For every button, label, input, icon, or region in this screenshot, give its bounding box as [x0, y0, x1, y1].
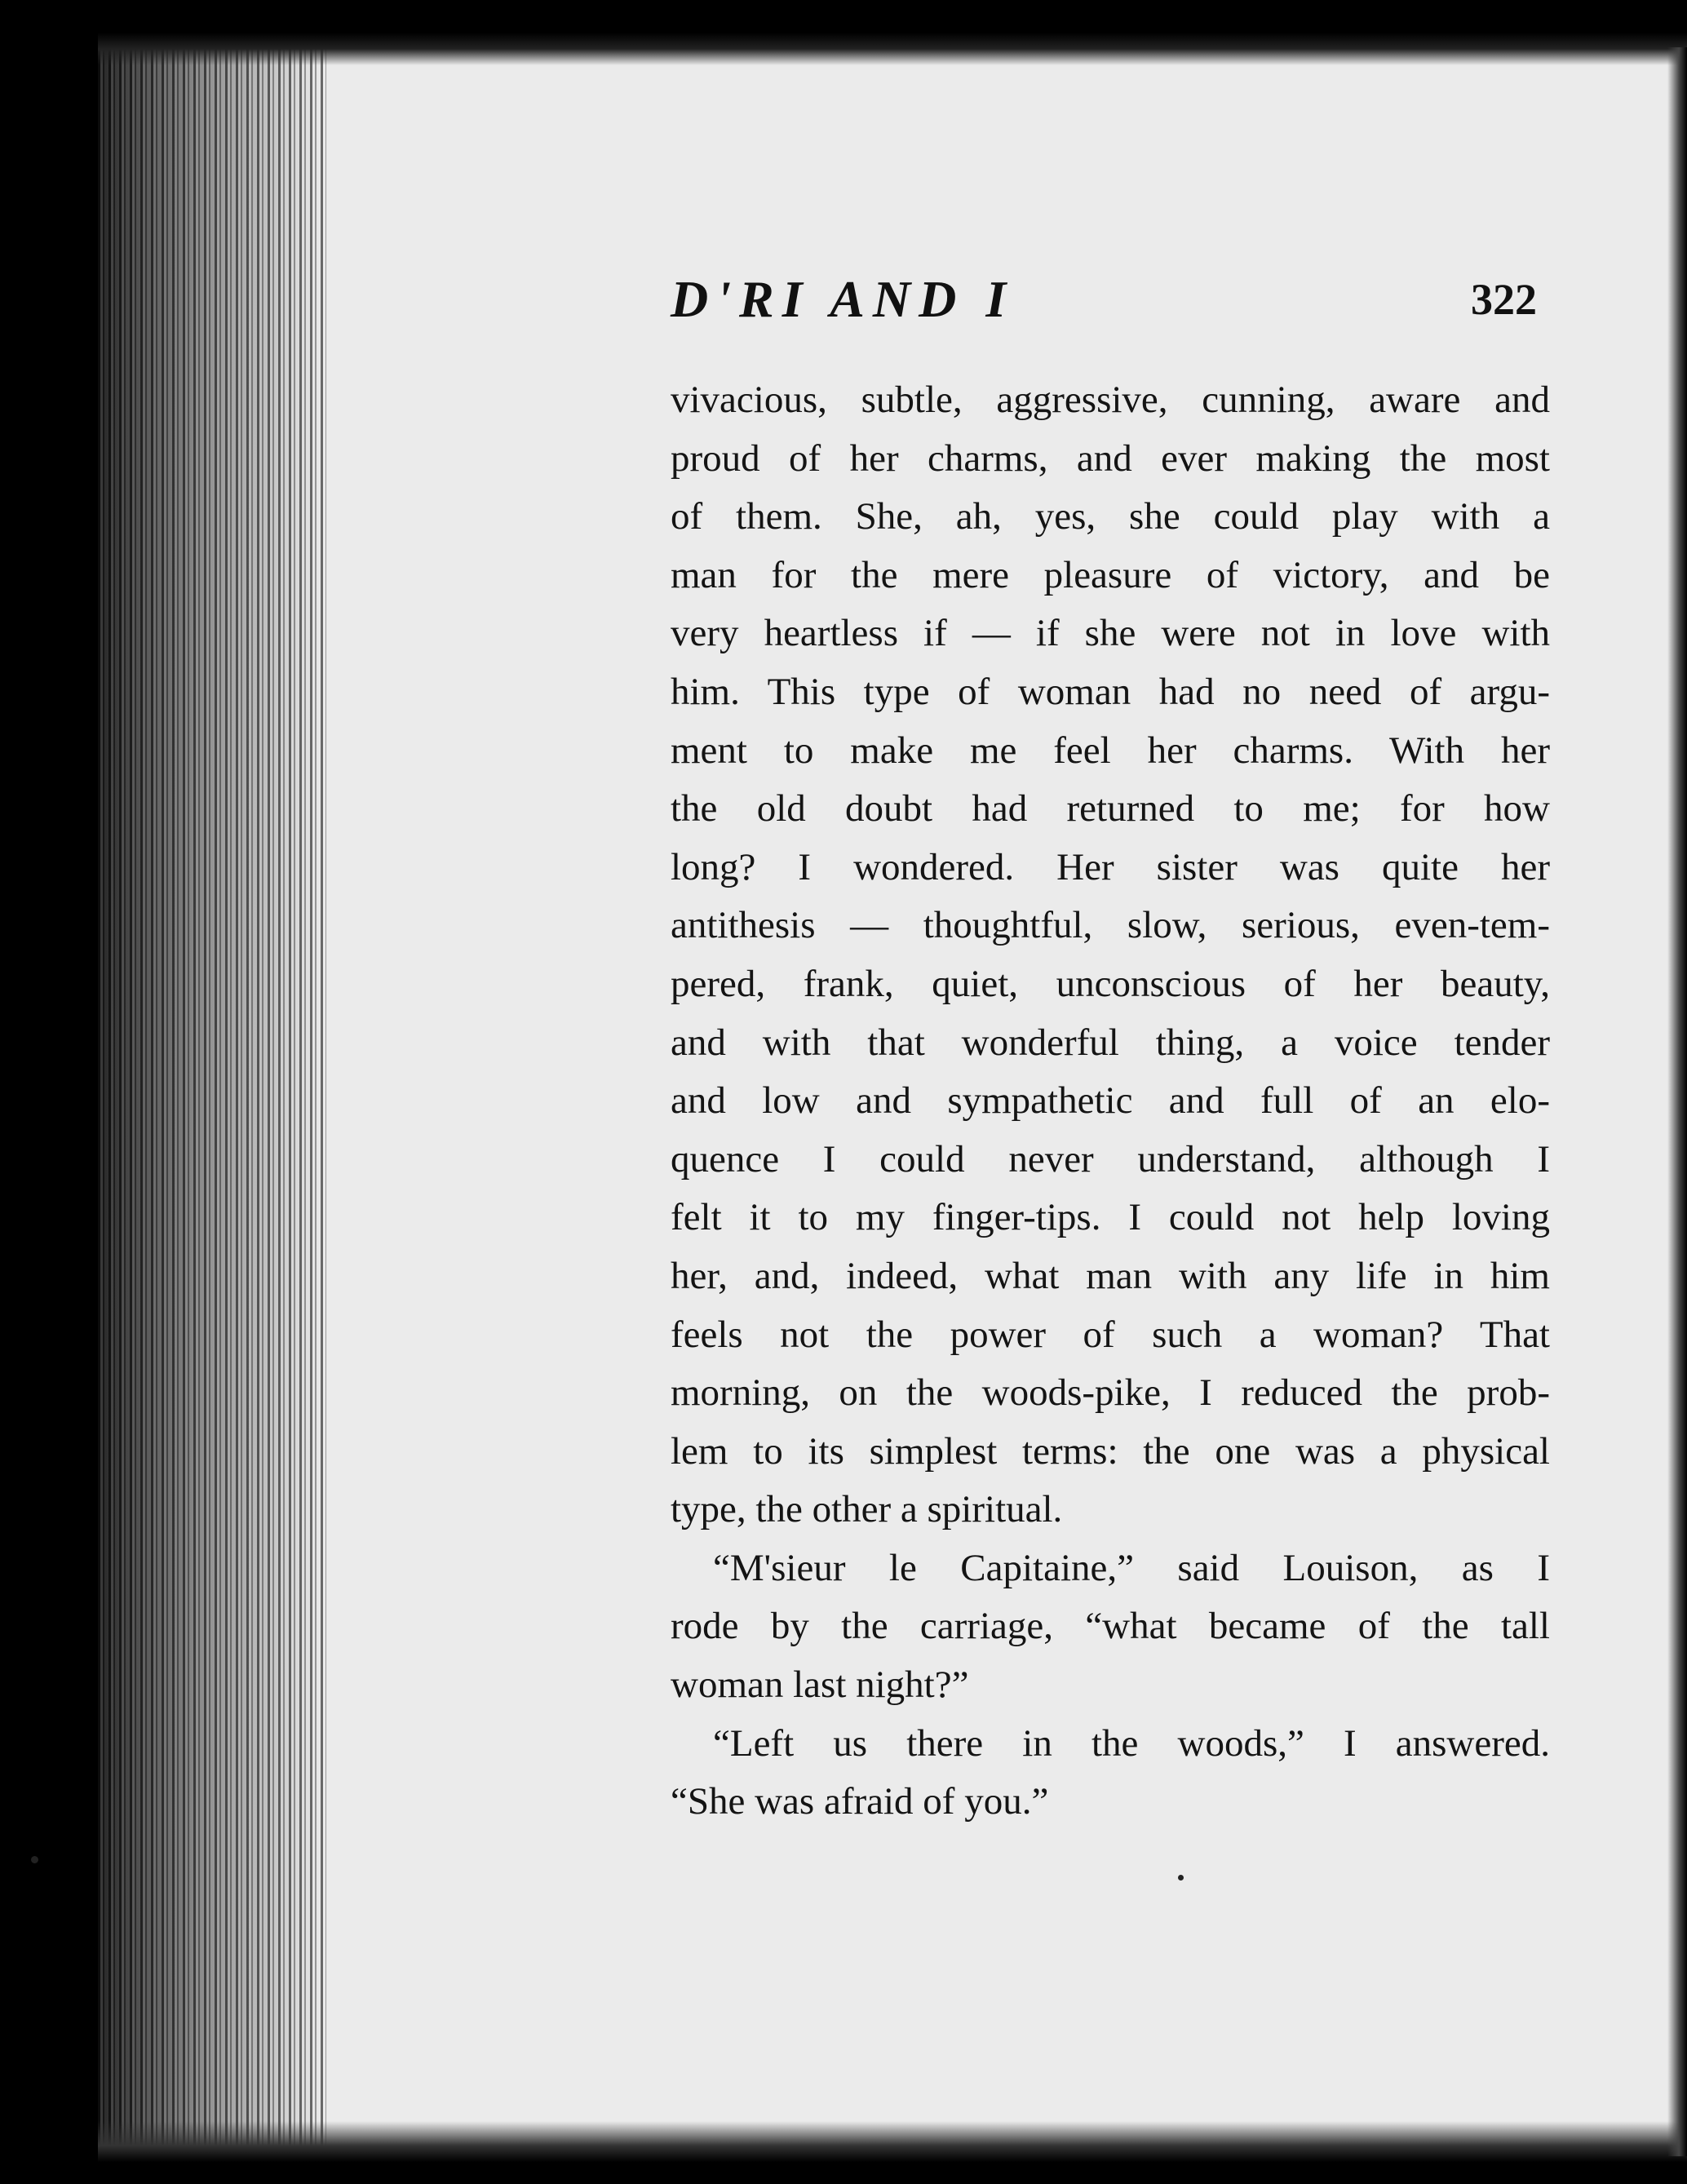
text-line: and low and sympathetic and full of an elo-	[671, 1079, 1550, 1123]
text-line: type, the other a spiritual.	[671, 1488, 1063, 1531]
text-line: lem to its simplest terms: the one was a physical	[671, 1429, 1550, 1473]
text-line: felt it to my finger-tips. I could not help loving	[671, 1196, 1550, 1239]
text-line: man for the mere pleasure of victory, and be	[671, 553, 1550, 596]
text-line: quence I could never understand, although I	[671, 1137, 1550, 1181]
text-line: vivacious, subtle, aggressive, cunning, aware and	[671, 379, 1550, 421]
text-line: “M'sieur le Capitaine,” said Louison, as I	[713, 1546, 1550, 1589]
text-line: proud of her charms, and ever making the most	[671, 436, 1550, 480]
text-line: “Left us there in the woods,” I answered.	[713, 1721, 1550, 1765]
text-line: rode by the carriage, “what became of the tall	[671, 1605, 1550, 1648]
text-line: feels not the power of such a woman? That	[671, 1313, 1550, 1356]
text-line: long? I wondered. Her sister was quite her	[671, 845, 1550, 888]
body-text	[671, 371, 1550, 1832]
bottom-scan-shadow	[98, 2121, 1687, 2162]
text-line: him. This type of woman had no need of argu-	[671, 670, 1550, 713]
text-line: antithesis — thoughtful, slow, serious, even-tem-	[671, 904, 1550, 947]
running-head	[671, 269, 1537, 343]
text-line: very heartless if — if she were not in love with	[671, 612, 1550, 655]
text-line: the old doubt had returned to me; for how	[671, 787, 1550, 831]
text-line: ment to make me feel her charms. With her	[671, 729, 1550, 772]
text-line: her, and, indeed, what man with any life in him	[671, 1254, 1550, 1297]
text-line: pered, frank, quiet, unconscious of her beauty,	[671, 962, 1550, 1005]
page-number: 322	[1471, 275, 1537, 324]
text-line: woman last night?”	[671, 1663, 969, 1707]
text-line: of them. She, ah, yes, she could play with a	[671, 495, 1550, 538]
right-scan-edge	[1667, 47, 1687, 2156]
book-gutter-edge	[98, 47, 326, 2156]
text-line: “She was afraid of you.”	[671, 1780, 1049, 1823]
top-scan-shadow	[98, 33, 1687, 65]
text-line: and with that wonderful thing, a voice tender	[671, 1021, 1550, 1064]
running-head-title: D'RI AND I	[671, 270, 1015, 328]
text-line: morning, on the woods-pike, I reduced the prob-	[671, 1371, 1550, 1415]
scan-speck	[31, 1856, 38, 1863]
scan-speck	[1178, 1875, 1184, 1881]
